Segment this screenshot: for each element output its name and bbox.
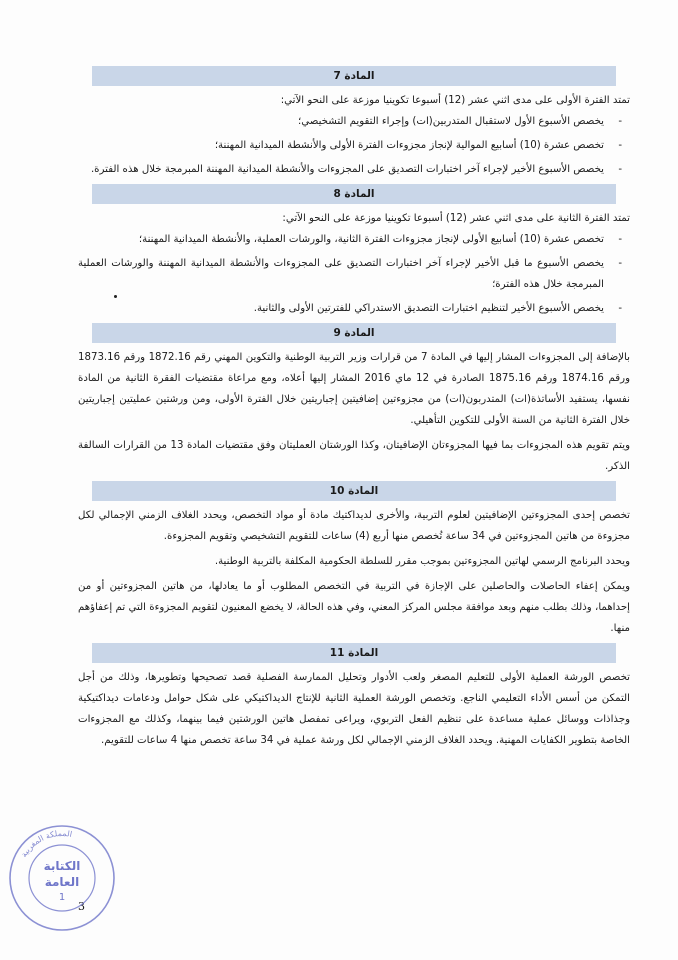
article-9-header: المادة 9: [92, 323, 616, 343]
article-10-paragraph: ويحدد البرنامج الرسمي لهاتين المجزوءتين بموجب مقرر للسلطة الحكومية المكلفة بالتربية الوطنية.: [214, 556, 630, 567]
article-11-paragraph: تخصص الورشة العملية الأولى للتعليم المصغر ولعب الأدوار وتحليل الممارسة الفصلية قصد تصحيحها وتطويرها، وذلك من أجل التمكن من أسس الأداء التعليمي الناجع. وتخصص الورشة العملية الثانية للإنتاج الديداكتيكي على شكل حوامل ودعامات ديداكتيكية وجذاذات ووسائل عملية مساعدة على تنظيم الفعل التربوي، ويراعى تمفصل هاتين الورشتين فيما بينهما، وكذلك مع المجزوءات الخاصة بتطوير الكفايات المهنية. ويحدد الغلاف الزمني الإجمالي لكل ورشة عملية في 34 ساعة تخصص منها 4 ساعات للتقويم.: [78, 672, 630, 746]
article-7-header: المادة 7: [92, 66, 616, 86]
article-10-paragraph: تخصص إحدى المجزوءتين الإضافيتين لعلوم التربية، والأخرى لديداكتيك مادة أو مواد التخصص، ويحدد الغلاف الزمني الإجمالي لكل مجزوءة من هاتين المجزوءتين في 34 ساعة تُخصص منها أربع (4) ساعات للتقويم التشخيصي وتقويم المجزوءة.: [78, 510, 630, 542]
official-stamp-icon: [6, 822, 118, 934]
page-number: 3: [78, 900, 85, 913]
stamp-line-1: الكتابة: [43, 859, 81, 873]
list-item: - يخصص الأسبوع الأخير لتنظيم اختبارات التصديق الاستدراكي للفترتين الأولى والثانية.: [78, 298, 630, 319]
list-item: - يخصص الأسبوع الأول لاستقبال المتدربين(ات) وإجراء التقويم التشخيصي؛: [78, 111, 630, 132]
stamp-ring-text: المملكة المغربية: [19, 828, 73, 859]
list-item: - تخصص عشرة (10) أسابيع الموالية لإنجاز مجزوءات الفترة الأولى والأنشطة الميدانية المهننة؛: [78, 135, 630, 156]
article-10-paragraph: ويمكن إعفاء الحاصلات والحاصلين على الإجازة في التربية في التخصص المطلوب أو ما يعادلها، من هاتين المجزوءتين أو من إحداهما، وذلك بطلب منهم وبعد موافقة مجلس المركز المعني، وفي هذه الحالة، لا يخضع المعنيون لتقويم المجزوءة التي تم إعفاؤهم منها.: [78, 581, 630, 634]
ink-dot: [114, 295, 117, 298]
article-7-intro: تمتد الفترة الأولى على مدى اثني عشر (12) أسبوعا تكوينيا موزعة على النحو الآتي:: [280, 95, 630, 106]
article-9-paragraph: ويتم تقويم هذه المجزوءات بما فيها المجزوءتان الإضافيتان، وكذا الورشتان العمليتان وفق مقتضيات المادة 13 من القرارات السالفة الذكر.: [78, 440, 631, 472]
list-item: - يخصص الأسبوع ما قبل الأخير لإجراء آخر اختبارات التصديق على المجزوءات والأنشطة الميدانية المهننة والورشات العملية المبرمجة خلال هذه الفترة؛: [78, 253, 630, 295]
document-body: [78, 66, 630, 751]
article-8-list: [78, 229, 630, 319]
stamp-line-2: العامة: [44, 875, 80, 889]
article-9-paragraph: بالإضافة إلى المجزوءات المشار إليها في المادة 7 من قرارات وزير التربية الوطنية والتكوين المهني رقم 1872.16 ورقم 1873.16 ورقم 1874.16 ورقم 1875.16 الصادرة في 12 ماي 2016 المشار إليها أعلاه، ومع مراعاة مقتضيات الفقرة الثانية من المادة نفسها، يستفيد الأساتذة(ات) المتدربون(ات) من مجزوءتين إضافيتين إجباريتين خلال الفترة الأولى، ومن ورشتين عمليتين إجباريتين خلال الفترة الثانية من السنة الأولى للتكوين التأهيلي.: [78, 352, 631, 426]
article-7-list: [78, 111, 630, 180]
stamp-number: 1: [58, 892, 66, 903]
article-10-header: المادة 10: [92, 481, 616, 501]
list-item: - يخصص الأسبوع الأخير لإجراء آخر اختبارات التصديق على المجزوءات والأنشطة الميدانية المهننة المبرمجة خلال هذه الفترة.: [78, 159, 630, 180]
list-item: - تخصص عشرة (10) أسابيع الأولى لإنجاز مجزوءات الفترة الثانية، والورشات العملية، والأنشطة الميدانية المهننة؛: [78, 229, 630, 250]
article-11-header: المادة 11: [92, 643, 616, 663]
article-8-intro: تمتد الفترة الثانية على مدى اثني عشر (12) أسبوعا تكوينيا موزعة على النحو الآتي:: [282, 213, 630, 224]
article-8-header: المادة 8: [92, 184, 616, 204]
